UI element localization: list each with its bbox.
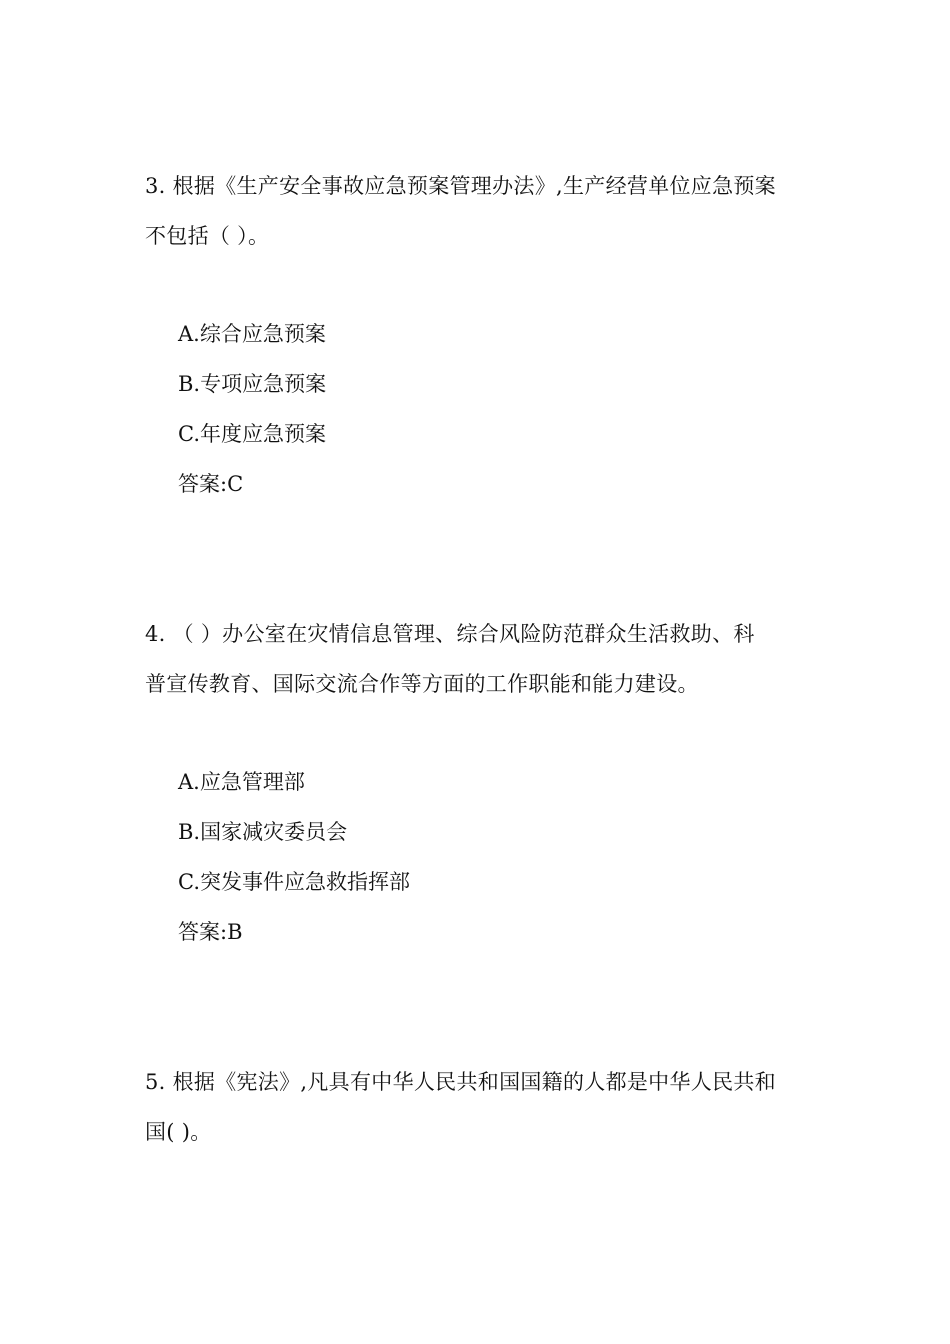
question-3-line-1: 3. 根据《生产安全事故应急预案管理办法》,生产经营单位应急预案 bbox=[145, 174, 776, 198]
question-4-line-1: 4. （ ）办公室在灾情信息管理、综合风险防范群众生活救助、科 bbox=[145, 622, 755, 646]
question-5-line-2: 国( )。 bbox=[145, 1120, 212, 1144]
question-5-line-1: 5. 根据《宪法》,凡具有中华人民共和国国籍的人都是中华人民共和 bbox=[145, 1070, 776, 1094]
question-3-option-a: A.综合应急预案 bbox=[178, 322, 326, 346]
question-3-line-2: 不包括（ ）。 bbox=[145, 224, 270, 248]
question-4-line-2: 普宣传教育、国际交流合作等方面的工作职能和能力建设。 bbox=[145, 672, 699, 696]
question-3-answer: 答案:C bbox=[178, 472, 244, 496]
question-3-option-c: C.年度应急预案 bbox=[178, 422, 326, 446]
question-4-option-a: A.应急管理部 bbox=[178, 770, 305, 794]
question-4-answer: 答案:B bbox=[178, 920, 243, 944]
question-4-option-b: B.国家减灾委员会 bbox=[178, 820, 348, 844]
question-3-option-b: B.专项应急预案 bbox=[178, 372, 327, 396]
question-4-option-c: C.突发事件应急救指挥部 bbox=[178, 870, 410, 894]
